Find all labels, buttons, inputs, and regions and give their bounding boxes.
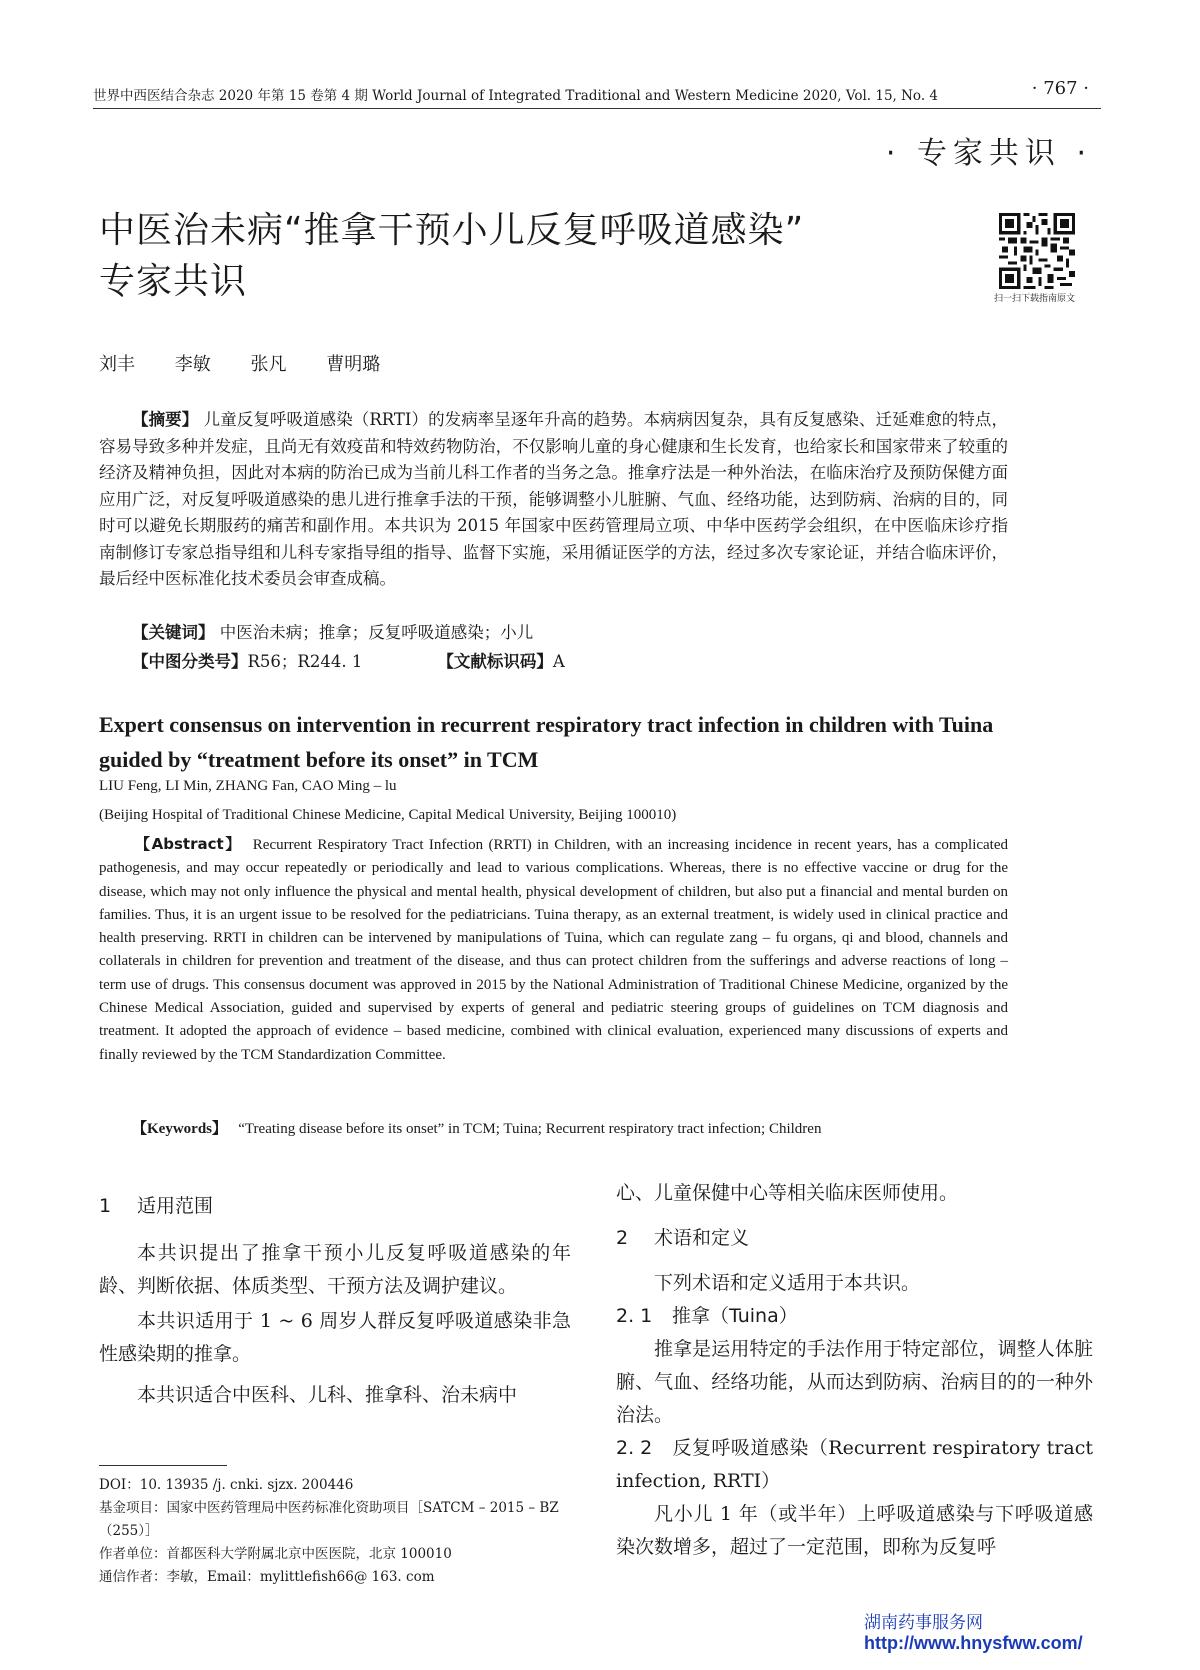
abstract-cn-label: 【摘要】	[132, 410, 199, 429]
keywords-cn-text: 中医治未病；推拿；反复呼吸道感染；小儿	[219, 623, 534, 642]
subsection-heading: 2. 2 反复呼吸道感染（Recurrent respiratory tract infection, RRTI）	[616, 1437, 1093, 1492]
abstract-en-label: 【Abstract】	[135, 835, 242, 853]
keywords-en-text: “Treating disease before its onset” in TCM; Tuina; Recurrent respiratory tract infection; Children	[238, 1121, 822, 1137]
abstract-cn	[99, 407, 1008, 593]
affiliation-en: (Beijing Hospital of Traditional Chinese Medicine, Capital Medical University, Beijing 100010)	[99, 807, 677, 823]
body-paragraph: 推拿是运用特定的手法作用于特定部位，调整人体脏腑、气血、经络功能，从而达到防病、治病目的的一种外治法。	[616, 1338, 1093, 1426]
author-name: 张凡	[250, 354, 287, 375]
doc-code-value: A	[552, 652, 565, 671]
footnote-doi: DOI：10. 13935 /j. cnki. sjzx. 200446	[99, 1477, 354, 1493]
watermark-name: 湖南药事服务网	[864, 1613, 983, 1632]
doc-code-label: 【文献标识码】	[437, 652, 553, 671]
author-name: 刘丰	[99, 354, 135, 375]
body-column-left	[99, 1190, 571, 1412]
section-heading: 1 适用范围	[99, 1195, 214, 1217]
body-paragraph: 本共识适用于 1 ~ 6 周岁人群反复呼吸道感染非急性感染期的推拿。	[99, 1310, 571, 1365]
author-name: 李敏	[174, 354, 211, 375]
subsection-heading: 2. 1 推拿（Tuina）	[616, 1305, 798, 1327]
section-heading: 2 术语和定义	[616, 1227, 750, 1249]
body-paragraph: 本共识适合中医科、儿科、推拿科、治未病中	[137, 1384, 518, 1406]
title-line-2: 专家共识	[99, 261, 248, 302]
footnote-divider	[99, 1465, 227, 1466]
clc-label: 【中图分类号】	[132, 652, 248, 671]
classification-line	[132, 648, 565, 672]
clc-value: R56；R244. 1	[247, 652, 363, 671]
footnote-fund: 基金项目：国家中医药管理局中医药标准化资助项目［SATCM – 2015 – BZ（255）］	[99, 1500, 559, 1539]
watermark[interactable]	[864, 1608, 1094, 1654]
qr-caption: 扫一扫下载指南原文	[994, 294, 1076, 304]
author-name: 曹明璐	[326, 354, 381, 375]
body-paragraph: 本共识提出了推拿干预小儿反复呼吸道感染的年龄、判断依据、体质类型、干预方法及调护建议。	[99, 1242, 571, 1297]
keywords-en-label: 【Keywords】	[132, 1121, 227, 1137]
footnotes	[99, 1474, 589, 1589]
footnote-contact: 通信作者：李敏，Email：mylittlefish66@ 163. com	[99, 1569, 435, 1585]
body-paragraph: 下列术语和定义适用于本共识。	[654, 1272, 921, 1294]
page-number: · 767 ·	[1031, 78, 1089, 99]
keywords-en	[132, 1117, 821, 1138]
abstract-cn-text: 儿童反复呼吸道感染（RRTI）的发病率呈逐年升高的趋势。本病病因复杂，具有反复感染、迁延难愈的特点，容易导致多种并发症，且尚无有效疫苗和特效药物防治，不仅影响儿童的身心健康和生长发育，也给家长和国家带来了较重的经济及精神负担，因此对本病的防治已成为当前儿科工作者的当务之急。推拿疗法是一种外治法，在临床治疗及预防保健方面应用广泛，对反复呼吸道感染的患儿进行推拿手法的干预，能够调整小儿脏腑、气血、经络功能，达到防病、治病的目的，同时可以避免长期服药的痛苦和副作用。本共识为 2015 年国家中医药管理局立项、中华中医药学会组织，在中医临床诊疗指南制修订专家总指导组和儿科专家指导组的指导、监督下实施，采用循证医学的方法，经过多次专家论证，并结合临床评价，最后经中医标准化技术委员会审查成稿。	[99, 410, 1009, 588]
authors-cn	[99, 350, 414, 376]
keywords-cn	[132, 619, 533, 643]
authors-en: LIU Feng, LI Min, ZHANG Fan, CAO Ming – lu	[99, 778, 397, 794]
journal-citation: 世界中西医结合杂志 2020 年第 15 卷第 4 期 World Journal of Integrated Traditional and Western Medicine 2020, Vol. 15, No. 4	[93, 88, 938, 104]
body-paragraph: 凡小儿 1 年（或半年）上呼吸道感染与下呼吸道感染次数增多，超过了一定范围，即称为反复呼	[616, 1503, 1093, 1558]
qr-code-icon[interactable]	[999, 213, 1075, 289]
title-line-1: 中医治未病“推拿干预小儿反复呼吸道感染”	[99, 210, 805, 251]
keywords-cn-label: 【关键词】	[132, 623, 215, 642]
page-title-cn	[99, 205, 959, 307]
body-paragraph: 心、儿童保健中心等相关临床医师使用。	[616, 1182, 959, 1204]
running-header	[93, 78, 1101, 109]
body-column-right	[616, 1177, 1093, 1564]
page-title-en: Expert consensus on intervention in recurrent respiratory tract infection in children with Tuina guided by “treatment before its onset” in TCM	[99, 712, 994, 772]
footnote-unit: 作者单位：首都医科大学附属北京中医医院，北京 100010	[99, 1546, 452, 1562]
abstract-en-text: Recurrent Respiratory Tract Infection (RRTI) in Children, with an increasing incidence in recent years, has a complicated pathogenesis, and may occur repeatedly or periodically and lead to various complications. Whereas, there is no effective vaccine or drug for the disease, which may not only influence the physical and mental health, physical development of children, but also put a financial and mental burden on families. Thus, it is an urgent issue to be resolved for the pediatricians. Tuina therapy, as an external treatment, is widely used in clinical practice and health preserving. RRTI in children can be intervened by manipulations of Tuina, which can regulate zang – fu organs, qi and blood, channels and collaterals in children for prevention and treatment of the disease, and thus can protect children from the sufferings and adverse reactions of long – term use of drugs. This consensus document was approved in 2015 by the National Administration of Traditional Chinese Medicine, organized by the Chinese Medical Association, guided and supervised by experts of general and pediatric steering groups of guidelines on TCM diagnosis and treatment. It adopted the approach of evidence – based medicine, combined with clinical evaluation, experienced many discussions of experts and finally reviewed by the TCM Standardization Committee.	[99, 837, 1009, 1063]
watermark-url[interactable]: http://www.hnysfww.com/	[864, 1633, 1083, 1653]
abstract-en	[99, 833, 1008, 1067]
section-badge: · 专家共识 ·	[885, 136, 1092, 171]
